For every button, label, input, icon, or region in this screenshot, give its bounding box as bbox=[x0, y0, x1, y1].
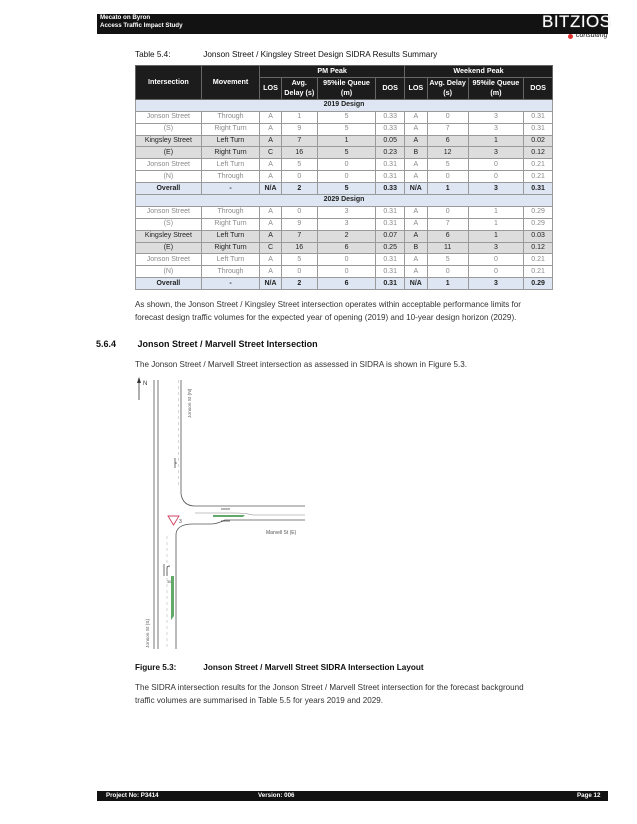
cell-we-dos: 0.21 bbox=[524, 171, 553, 183]
col-intersection: Intersection bbox=[136, 66, 202, 100]
cell-movement: Right Turn bbox=[201, 147, 260, 159]
cell-we-los: A bbox=[405, 111, 428, 123]
table-caption-number: Table 5.4: bbox=[135, 50, 171, 59]
summary-paragraph-line-2: traffic volumes are summarised in Table 5.5 for years 2019 and 2029. bbox=[135, 695, 384, 705]
cell-pm-queue: 0 bbox=[317, 159, 376, 171]
table-row bbox=[136, 218, 553, 230]
cell-pm-dos: 0.23 bbox=[376, 147, 405, 159]
results-paragraph-line-2: forecast design traffic volumes for the expected year of opening (2019) and 10-year design horizon (2029). bbox=[135, 312, 517, 322]
cell-movement: Left Turn bbox=[201, 230, 260, 242]
cell-pm-delay: 7 bbox=[281, 230, 317, 242]
table-row bbox=[136, 159, 553, 171]
cell-pm-queue: 3 bbox=[317, 218, 376, 230]
cell-we-delay: 5 bbox=[427, 159, 468, 171]
cell-intersection: Jonson Street bbox=[136, 111, 202, 123]
footer-version: Version: 006 bbox=[258, 792, 295, 799]
overall-pm-los: N/A bbox=[260, 278, 282, 290]
section-number: 5.6.4 bbox=[96, 339, 117, 349]
cell-pm-delay: 7 bbox=[281, 135, 317, 147]
approach-number: 3 bbox=[179, 519, 182, 525]
footer-page: Page 12 bbox=[577, 792, 601, 799]
cell-pm-dos: 0.31 bbox=[376, 206, 405, 218]
cell-movement: Left Turn bbox=[201, 254, 260, 266]
overall-movement: - bbox=[201, 183, 260, 195]
overall-we-dos: 0.29 bbox=[524, 278, 553, 290]
cell-pm-delay: 16 bbox=[281, 242, 317, 254]
cell-we-delay: 6 bbox=[427, 230, 468, 242]
sidra-results-table bbox=[135, 65, 553, 290]
cell-movement: Through bbox=[201, 171, 260, 183]
cell-pm-queue: 2 bbox=[317, 230, 376, 242]
logo-subtext: consulting bbox=[576, 32, 608, 39]
figure-caption bbox=[135, 663, 424, 672]
overall-pm-los: N/A bbox=[260, 183, 282, 195]
overall-we-delay: 1 bbox=[427, 183, 468, 195]
cell-we-dos: 0.03 bbox=[524, 230, 553, 242]
cell-we-los: A bbox=[405, 218, 428, 230]
col-weekend-peak: Weekend Peak bbox=[405, 66, 553, 78]
cell-we-delay: 0 bbox=[427, 206, 468, 218]
cell-pm-dos: 0.31 bbox=[376, 171, 405, 183]
col-pm-queue: 95%ile Queue (m) bbox=[317, 77, 376, 99]
cell-pm-los: A bbox=[260, 218, 282, 230]
cell-we-queue: 3 bbox=[468, 111, 523, 123]
north-arrow-icon bbox=[137, 377, 141, 400]
cell-pm-queue: 1 bbox=[317, 135, 376, 147]
cell-we-los: A bbox=[405, 159, 428, 171]
table-header-row-1 bbox=[136, 66, 553, 78]
cell-pm-dos: 0.33 bbox=[376, 123, 405, 135]
cell-movement: Left Turn bbox=[201, 135, 260, 147]
cell-pm-dos: 0.25 bbox=[376, 242, 405, 254]
cell-pm-delay: 5 bbox=[281, 254, 317, 266]
cell-intersection: (N) bbox=[136, 266, 202, 278]
cell-we-queue: 0 bbox=[468, 254, 523, 266]
overall-pm-delay: 2 bbox=[281, 278, 317, 290]
cell-we-queue: 1 bbox=[468, 230, 523, 242]
table-row bbox=[136, 111, 553, 123]
table-row bbox=[136, 123, 553, 135]
overall-pm-delay: 2 bbox=[281, 183, 317, 195]
cell-pm-delay: 9 bbox=[281, 123, 317, 135]
label-marvell-east: Marvell St (E) bbox=[266, 530, 297, 536]
overall-pm-queue: 6 bbox=[317, 278, 376, 290]
cell-pm-dos: 0.33 bbox=[376, 111, 405, 123]
results-paragraph-line-1: As shown, the Jonson Street / Kingsley Street intersection operates within acceptable performance limits for bbox=[135, 300, 521, 309]
bitzios-logo bbox=[542, 12, 614, 40]
cell-we-los: A bbox=[405, 254, 428, 266]
cell-pm-delay: 1 bbox=[281, 111, 317, 123]
cell-we-delay: 0 bbox=[427, 266, 468, 278]
cell-intersection: Jonson Street bbox=[136, 206, 202, 218]
cell-pm-los: A bbox=[260, 159, 282, 171]
figure-title: Jonson Street / Marvell Street SIDRA Intersection Layout bbox=[203, 663, 424, 672]
logo-text: BITZIOS bbox=[542, 12, 612, 31]
section-heading bbox=[96, 339, 318, 349]
cell-pm-los: A bbox=[260, 254, 282, 266]
overall-we-delay: 1 bbox=[427, 278, 468, 290]
table-row bbox=[136, 242, 553, 254]
cell-pm-dos: 0.31 bbox=[376, 266, 405, 278]
year-band-row bbox=[136, 99, 553, 111]
cell-pm-delay: 0 bbox=[281, 266, 317, 278]
overall-movement: - bbox=[201, 278, 260, 290]
cell-pm-dos: 0.07 bbox=[376, 230, 405, 242]
marvell-median-line bbox=[195, 513, 305, 515]
cell-we-dos: 0.12 bbox=[524, 242, 553, 254]
table-row bbox=[136, 171, 553, 183]
cell-movement: Right Turn bbox=[201, 218, 260, 230]
label-jonson-north: Jonson St (N) bbox=[188, 388, 193, 418]
overall-we-queue: 3 bbox=[468, 183, 523, 195]
cell-movement: Right Turn bbox=[201, 242, 260, 254]
year-band-row bbox=[136, 195, 553, 207]
cell-we-los: A bbox=[405, 230, 428, 242]
cell-we-dos: 0.29 bbox=[524, 218, 553, 230]
cell-pm-los: A bbox=[260, 171, 282, 183]
cell-pm-delay: 16 bbox=[281, 147, 317, 159]
cell-we-queue: 0 bbox=[468, 159, 523, 171]
cell-pm-queue: 5 bbox=[317, 147, 376, 159]
footer-project: Project No: P3414 bbox=[106, 792, 159, 799]
cell-we-delay: 5 bbox=[427, 254, 468, 266]
cell-intersection: (E) bbox=[136, 147, 202, 159]
cell-intersection: Jonson Street bbox=[136, 254, 202, 266]
lane-length: 30 bbox=[167, 580, 171, 584]
overall-we-dos: 0.31 bbox=[524, 183, 553, 195]
logo-dot-icon bbox=[568, 34, 573, 39]
summary-paragraph bbox=[135, 682, 555, 707]
section-title: Jonson Street / Marvell Street Intersection bbox=[137, 339, 318, 349]
cell-we-los: A bbox=[405, 135, 428, 147]
year-band-label: 2029 Design bbox=[136, 195, 553, 207]
cell-we-los: A bbox=[405, 206, 428, 218]
table-row bbox=[136, 230, 553, 242]
cell-we-delay: 6 bbox=[427, 135, 468, 147]
cell-we-queue: 1 bbox=[468, 206, 523, 218]
cell-we-los: A bbox=[405, 266, 428, 278]
cell-pm-los: A bbox=[260, 266, 282, 278]
cell-intersection: (E) bbox=[136, 242, 202, 254]
cell-pm-los: A bbox=[260, 123, 282, 135]
cell-intersection: Kingsley Street bbox=[136, 135, 202, 147]
label-jonson-south: Jonson St (S) bbox=[146, 618, 151, 648]
cell-we-dos: 0.31 bbox=[524, 123, 553, 135]
cell-pm-delay: 9 bbox=[281, 218, 317, 230]
cell-pm-queue: 3 bbox=[317, 206, 376, 218]
jonson-street-road bbox=[154, 380, 181, 649]
cell-we-queue: 3 bbox=[468, 242, 523, 254]
intersection-layout-diagram bbox=[135, 376, 315, 654]
col-pm-dos: DOS bbox=[376, 77, 405, 99]
table-row bbox=[136, 266, 553, 278]
col-we-delay: Avg. Delay (s) bbox=[427, 77, 468, 99]
cell-we-dos: 0.21 bbox=[524, 254, 553, 266]
cell-we-los: A bbox=[405, 171, 428, 183]
table-row bbox=[136, 206, 553, 218]
cell-pm-queue: 0 bbox=[317, 171, 376, 183]
cell-movement: Right Turn bbox=[201, 123, 260, 135]
cell-we-delay: 11 bbox=[427, 242, 468, 254]
col-pm-peak: PM Peak bbox=[260, 66, 405, 78]
cell-intersection: (S) bbox=[136, 123, 202, 135]
year-band-label: 2019 Design bbox=[136, 99, 553, 111]
cell-we-los: B bbox=[405, 242, 428, 254]
green-median-south bbox=[171, 576, 174, 620]
cell-pm-delay: 0 bbox=[281, 206, 317, 218]
marvell-north-curb bbox=[181, 494, 305, 506]
cell-pm-dos: 0.05 bbox=[376, 135, 405, 147]
cell-movement: Through bbox=[201, 266, 260, 278]
cell-pm-los: A bbox=[260, 135, 282, 147]
cell-we-los: B bbox=[405, 147, 428, 159]
overall-pm-dos: 0.31 bbox=[376, 278, 405, 290]
cell-pm-los: A bbox=[260, 206, 282, 218]
overall-we-los: N/A bbox=[405, 278, 428, 290]
cell-pm-los: C bbox=[260, 242, 282, 254]
overall-pm-dos: 0.33 bbox=[376, 183, 405, 195]
cell-intersection: (N) bbox=[136, 171, 202, 183]
cell-pm-dos: 0.31 bbox=[376, 218, 405, 230]
cell-pm-queue: 6 bbox=[317, 242, 376, 254]
cell-pm-delay: 0 bbox=[281, 171, 317, 183]
col-we-queue: 95%ile Queue (m) bbox=[468, 77, 523, 99]
cell-movement: Through bbox=[201, 111, 260, 123]
cell-pm-delay: 5 bbox=[281, 159, 317, 171]
give-way-icon bbox=[168, 516, 179, 525]
cell-we-queue: 1 bbox=[468, 135, 523, 147]
table-caption-title: Jonson Street / Kingsley Street Design SIDRA Results Summary bbox=[203, 50, 438, 59]
col-we-los: LOS bbox=[405, 77, 428, 99]
cell-we-delay: 0 bbox=[427, 111, 468, 123]
cell-we-dos: 0.21 bbox=[524, 159, 553, 171]
cell-we-los: A bbox=[405, 123, 428, 135]
intro-paragraph: The Jonson Street / Marvell Street intersection as assessed in SIDRA is shown in Figure 5.3. bbox=[135, 360, 467, 369]
cell-pm-queue: 0 bbox=[317, 254, 376, 266]
cell-intersection: Kingsley Street bbox=[136, 230, 202, 242]
table-row bbox=[136, 147, 553, 159]
overall-row bbox=[136, 183, 553, 195]
header-title bbox=[100, 14, 183, 30]
figure-number: Figure 5.3: bbox=[135, 663, 177, 672]
north-label: N bbox=[143, 381, 148, 387]
cell-intersection: Jonson Street bbox=[136, 159, 202, 171]
cell-pm-queue: 5 bbox=[317, 123, 376, 135]
overall-label: Overall bbox=[136, 183, 202, 195]
header-line-1: Mecato on Byron bbox=[100, 14, 151, 21]
cell-we-delay: 0 bbox=[427, 171, 468, 183]
cell-we-delay: 12 bbox=[427, 147, 468, 159]
col-movement: Movement bbox=[201, 66, 260, 100]
cell-we-dos: 0.29 bbox=[524, 206, 553, 218]
overall-label: Overall bbox=[136, 278, 202, 290]
cell-pm-los: C bbox=[260, 147, 282, 159]
cell-we-delay: 7 bbox=[427, 123, 468, 135]
cell-movement: Through bbox=[201, 206, 260, 218]
footer-bar bbox=[97, 791, 608, 801]
table-row bbox=[136, 254, 553, 266]
cell-intersection: (S) bbox=[136, 218, 202, 230]
cell-we-queue: 0 bbox=[468, 171, 523, 183]
cell-movement: Left Turn bbox=[201, 159, 260, 171]
table-caption bbox=[135, 50, 437, 59]
overall-row bbox=[136, 278, 553, 290]
results-paragraph bbox=[135, 299, 555, 324]
cell-we-queue: 0 bbox=[468, 266, 523, 278]
overall-we-queue: 3 bbox=[468, 278, 523, 290]
cell-we-delay: 7 bbox=[427, 218, 468, 230]
cell-pm-los: A bbox=[260, 111, 282, 123]
cell-pm-queue: 5 bbox=[317, 111, 376, 123]
cell-pm-los: A bbox=[260, 230, 282, 242]
cell-we-queue: 3 bbox=[468, 147, 523, 159]
green-median bbox=[213, 515, 245, 517]
header-line-2: Access Traffic Impact Study bbox=[100, 22, 183, 29]
cell-we-dos: 0.02 bbox=[524, 135, 553, 147]
cell-pm-dos: 0.31 bbox=[376, 254, 405, 266]
overall-we-los: N/A bbox=[405, 183, 428, 195]
cell-we-queue: 3 bbox=[468, 123, 523, 135]
summary-paragraph-line-1: The SIDRA intersection results for the Jonson Street / Marvell Street intersection for the forecast background bbox=[135, 683, 524, 692]
overall-pm-queue: 5 bbox=[317, 183, 376, 195]
col-pm-delay: Avg. Delay (s) bbox=[281, 77, 317, 99]
cell-we-dos: 0.31 bbox=[524, 111, 553, 123]
cell-we-queue: 1 bbox=[468, 218, 523, 230]
cell-we-dos: 0.12 bbox=[524, 147, 553, 159]
col-pm-los: LOS bbox=[260, 77, 282, 99]
cell-pm-dos: 0.31 bbox=[376, 159, 405, 171]
cell-pm-queue: 0 bbox=[317, 266, 376, 278]
col-we-dos: DOS bbox=[524, 77, 553, 99]
table-row bbox=[136, 135, 553, 147]
cell-we-dos: 0.21 bbox=[524, 266, 553, 278]
